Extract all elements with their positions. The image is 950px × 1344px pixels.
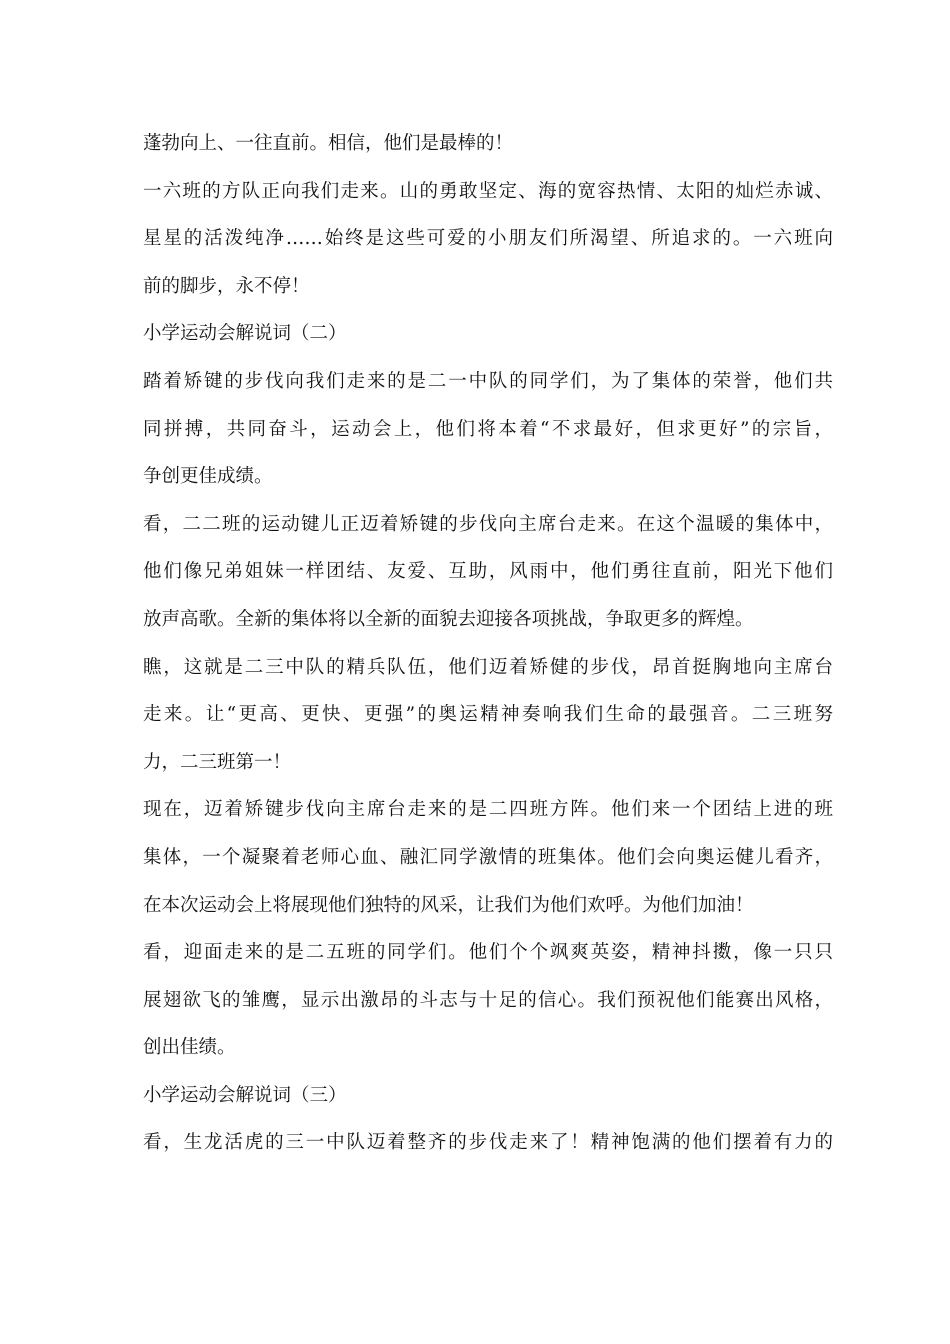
text-line: 看，生龙活虎的三一中队迈着整齐的步伐走来了！精神饱满的他们摆着有力的 [143, 1132, 833, 1154]
text-line: 看，迎面走来的是二五班的同学们。他们个个飒爽英姿，精神抖擞，像一只只 [143, 942, 833, 964]
section-heading: 小学运动会解说词（二） [143, 323, 347, 345]
section-heading: 小学运动会解说词（三） [143, 1084, 347, 1106]
text-line: 一六班的方队正向我们走来。山的勇敢坚定、海的宽容热情、太阳的灿烂赤诚、 [143, 180, 833, 202]
text-line: 星星的活泼纯净……始终是这些可爱的小朋友们所渴望、所追求的。一六班向 [143, 228, 833, 250]
text-line: 放声高歌。全新的集体将以全新的面貌去迎接各项挑战，争取更多的辉煌。 [143, 608, 754, 630]
text-line: 同拼搏，共同奋斗，运动会上，他们将本着“不求最好，但求更好”的宗旨， [143, 418, 833, 440]
text-line: 蓬勃向上、一往直前。相信，他们是最棒的！ [143, 133, 514, 154]
text-line: 力，二三班第一！ [143, 751, 292, 773]
text-line: 看，二二班的运动键儿正迈着矫键的步伐向主席台走来。在这个温暖的集体中， [143, 513, 833, 535]
text-line: 集体，一个凝聚着老师心血、融汇同学激情的班集体。他们会向奥运健儿看齐， [143, 846, 833, 868]
text-line: 踏着矫键的步伐向我们走来的是二一中队的同学们，为了集体的荣誉，他们共 [143, 370, 833, 392]
text-line: 瞧，这就是二三中队的精兵队伍，他们迈着矫健的步伐，昂首挺胸地向主席台 [143, 656, 833, 678]
text-line: 前的脚步，永不停！ [143, 275, 310, 297]
text-line: 创出佳绩。 [143, 1037, 236, 1059]
text-line: 他们像兄弟姐妹一样团结、友爱、互助，风雨中，他们勇往直前，阳光下他们 [143, 561, 833, 583]
text-line: 展翅欲飞的雏鹰，显示出激昂的斗志与十足的信心。我们预祝他们能赛出风格， [143, 989, 833, 1011]
text-line: 现在，迈着矫键步伐向主席台走来的是二四班方阵。他们来一个团结上进的班 [143, 799, 833, 821]
text-line: 在本次运动会上将展现他们独特的风采，让我们为他们欢呼。为他们加油！ [143, 894, 754, 916]
document-body [143, 120, 833, 1167]
text-line: 争创更佳成绩。 [143, 466, 273, 488]
text-line: 走来。让“更高、更快、更强”的奥运精神奏响我们生命的最强音。二三班努 [143, 704, 833, 726]
